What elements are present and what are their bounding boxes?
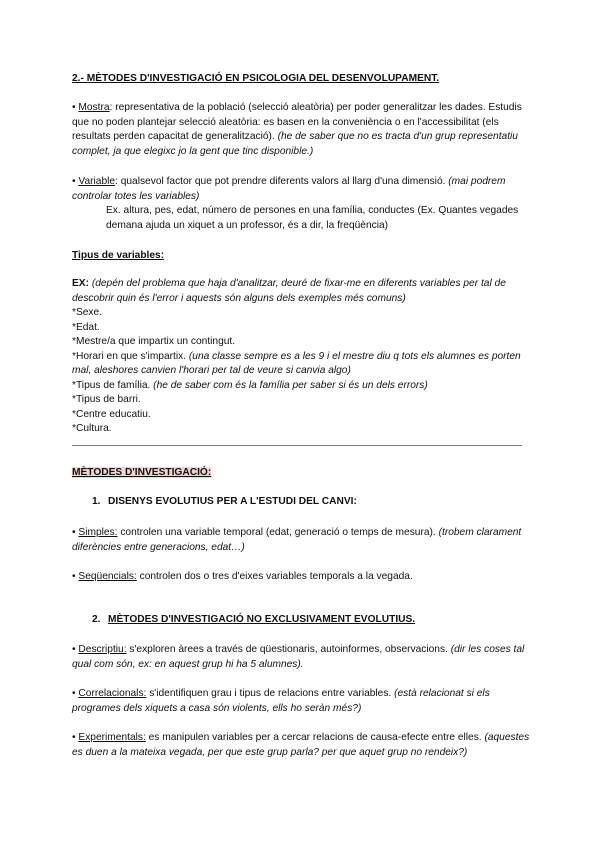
experimentals-term: Experimentals: <box>78 732 146 743</box>
list-item-text: *Horari en que s'impartix. <box>72 350 189 362</box>
list-item <box>72 335 532 350</box>
mostra-paragraph <box>72 101 532 159</box>
bullet: • <box>72 527 76 538</box>
sequencials-term: Seqüencials: <box>78 571 137 582</box>
list-item-text: *Cultura. <box>72 423 112 434</box>
subsection-1-title <box>92 496 357 507</box>
bullet: • <box>72 176 76 187</box>
simples-note: (trobem clarament diferències entre generacions, edat…) <box>72 527 522 553</box>
variable-list <box>72 306 532 437</box>
descriptiu-paragraph <box>72 643 532 672</box>
descriptiu-text: s'exploren àrees a través de qüestionaris, autoinformes, observacions. <box>126 644 451 655</box>
variable-note: (mai podrem controlar totes les variables) <box>72 176 506 202</box>
list-item <box>72 393 532 408</box>
bullet: • <box>72 688 76 699</box>
variable-term: Variable <box>78 176 116 187</box>
sequencials-paragraph <box>72 570 532 585</box>
subsection-2-number: 2. <box>92 614 101 625</box>
correlacionals-note: (està relacionat si els programes dels xiquets a casa són violents, ells ho seràn més?) <box>72 688 490 714</box>
subsection-2-title <box>92 614 415 625</box>
list-item <box>72 306 532 321</box>
list-item-text: *Sexe. <box>72 307 103 318</box>
variable-example <box>72 204 532 233</box>
variable-example-text: Ex. altura, pes, edat, número de persones en una família, conductes (Ex. Quantes vegades demana ajuda un xiquet a un professor, és a dir, la freqüència) <box>106 205 519 231</box>
bullet: • <box>72 571 76 582</box>
simples-text: controlen una variable temporal (edat, generació o temps de mesura). <box>117 527 439 538</box>
correlacionals-text: s'identifiquen grau i tipus de relacions entre variables. <box>146 688 395 699</box>
descriptiu-term: Descriptiu: <box>78 644 127 655</box>
list-item <box>72 408 532 423</box>
metodes-title: MÈTODES D'INVESTIGACIÓ: <box>72 467 212 478</box>
list-item <box>72 422 532 437</box>
experimentals-paragraph <box>72 731 532 760</box>
ex-note: (depén del problema que haja d'analitzar, deuré de fixar-me en diferents variables per tal de descobrir quin és l'error i aquests són alguns dels exemples més comuns) <box>72 278 506 304</box>
mostra-text: : representativa de la població (selecció aleatòria) per poder generalitzar les dades. Estudis que no poden plantejar selecció aleatòria: es basen en la conveniència o en l'accessibilitat (els resultats perden capacitat de generalització). <box>72 102 522 142</box>
bullet: • <box>72 102 76 113</box>
correlacionals-term: Correlacionals: <box>78 688 147 699</box>
bullet: • <box>72 644 76 655</box>
bullet: • <box>72 732 76 743</box>
list-item <box>72 321 532 336</box>
ex-label: EX: <box>72 278 92 289</box>
list-item <box>72 350 532 379</box>
variable-text: : qualsevol factor que pot prendre diferents valors al llarg d'una dimensió. <box>115 176 449 187</box>
subsection-2-text: MÈTODES D'INVESTIGACIÓ NO EXCLUSIVAMENT EVOLUTIUS. <box>108 614 416 625</box>
experimentals-text: es manipulen variables per a cercar relacions de causa-efecte entre elles. <box>145 732 485 743</box>
simples-paragraph <box>72 526 532 555</box>
list-item-text: *Tipus de família. <box>72 379 154 391</box>
experimentals-note: (aquestes es duen a la mateixa vegada, per que este grup parla? per que aquet grup no rendeix?) <box>72 732 530 758</box>
correlacionals-paragraph <box>72 687 532 716</box>
ex-paragraph <box>72 277 532 306</box>
list-item-text: *Edat. <box>72 321 100 333</box>
mostra-note: (he de saber que no es tracta d'un grup representatiu complet, ja que elegixc jo la gent que tinc disponible.) <box>72 131 518 157</box>
list-item-text: *Centre educatiu. <box>72 408 151 420</box>
list-item <box>72 379 532 394</box>
subsection-1-text: DISENYS EVOLUTIUS PER A L'ESTUDI DEL CANVI: <box>108 496 357 507</box>
section2-title: 2.- MÈTODES D'INVESTIGACIÓ EN PSICOLOGIA DEL DESENVOLUPAMENT. <box>72 73 440 84</box>
variable-paragraph <box>72 175 532 233</box>
descriptiu-note: (dir les coses tal qual com són, ex: en aquest grup hi ha 5 alumnes). <box>72 644 525 670</box>
list-item-note: (he de saber com és la família per saber si és un dels errors) <box>153 379 428 391</box>
metodes-title-wrap <box>72 466 532 481</box>
divider <box>72 445 522 446</box>
list-item-text: *Tipus de barri. <box>72 394 141 405</box>
mostra-term: Mostra <box>78 102 110 113</box>
list-item-text: *Mestre/a que impartix un contingut. <box>72 336 236 347</box>
tipus-title: Tipus de variables: <box>72 250 165 261</box>
sequencials-text: controlen dos o tres d'eixes variables temporals a la vegada. <box>136 571 413 582</box>
list-item-note: (una classe sempre es a les 9 i el mestre diu q tots els alumnes es porten mal, aleshores canvien l'horari per tal de veure si canvia algo) <box>72 350 521 376</box>
simples-term: Simples: <box>78 527 118 538</box>
subsection-1-number: 1. <box>92 496 101 507</box>
